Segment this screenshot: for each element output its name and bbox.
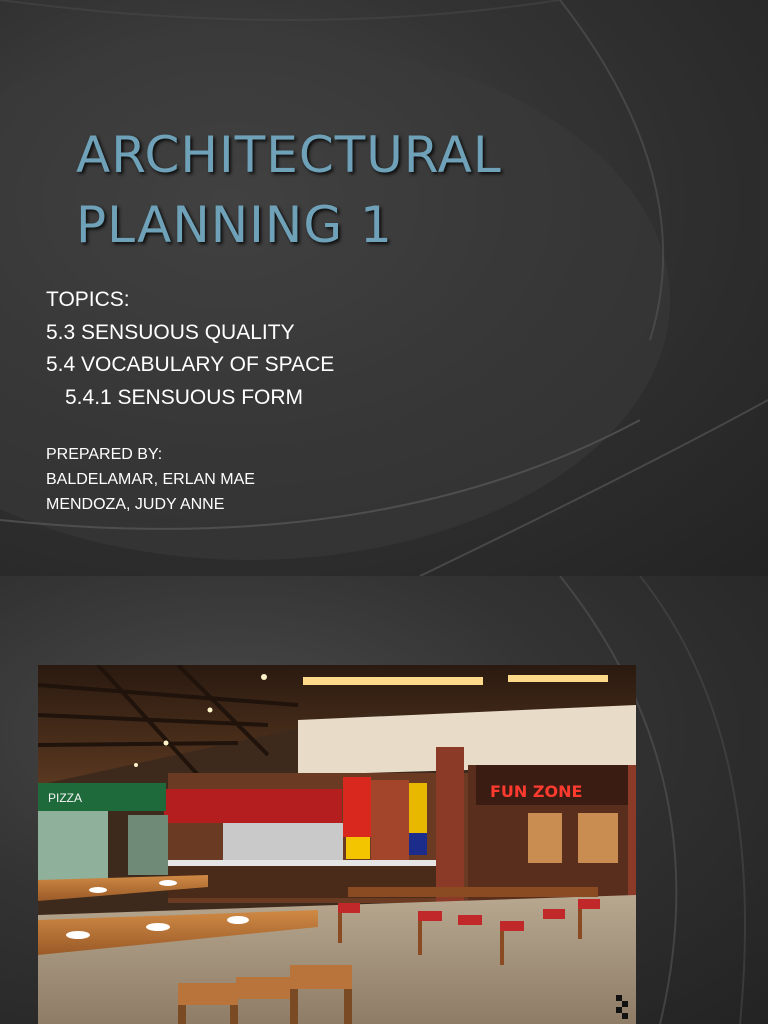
prepared-by (46, 442, 255, 517)
title-line-1: ARCHITECTURAL (76, 126, 502, 184)
topic-subitem: 5.4.1 SENSUOUS FORM (65, 385, 304, 409)
pizza-sign-text: PIZZA (48, 791, 83, 805)
title-line-2: PLANNING 1 (76, 196, 393, 254)
topic-item: 5.4 VOCABULARY OF SPACE (46, 353, 335, 376)
author-name: MENDOZA, JUDY ANNE (46, 496, 225, 513)
slide-title (76, 120, 502, 260)
topic-item: 5.3 SENSUOUS QUALITY (46, 320, 295, 344)
prepared-by-heading: PREPARED BY: (46, 446, 163, 463)
author-name: BALDELAMAR, ERLAN MAE (46, 471, 255, 488)
photo-slide (0, 576, 768, 1024)
restaurant-interior-photo (38, 665, 636, 1024)
topics-list (46, 284, 334, 414)
topics-heading: TOPICS: (46, 288, 130, 311)
fun-zone-sign-text: FUN ZONE (490, 782, 583, 801)
